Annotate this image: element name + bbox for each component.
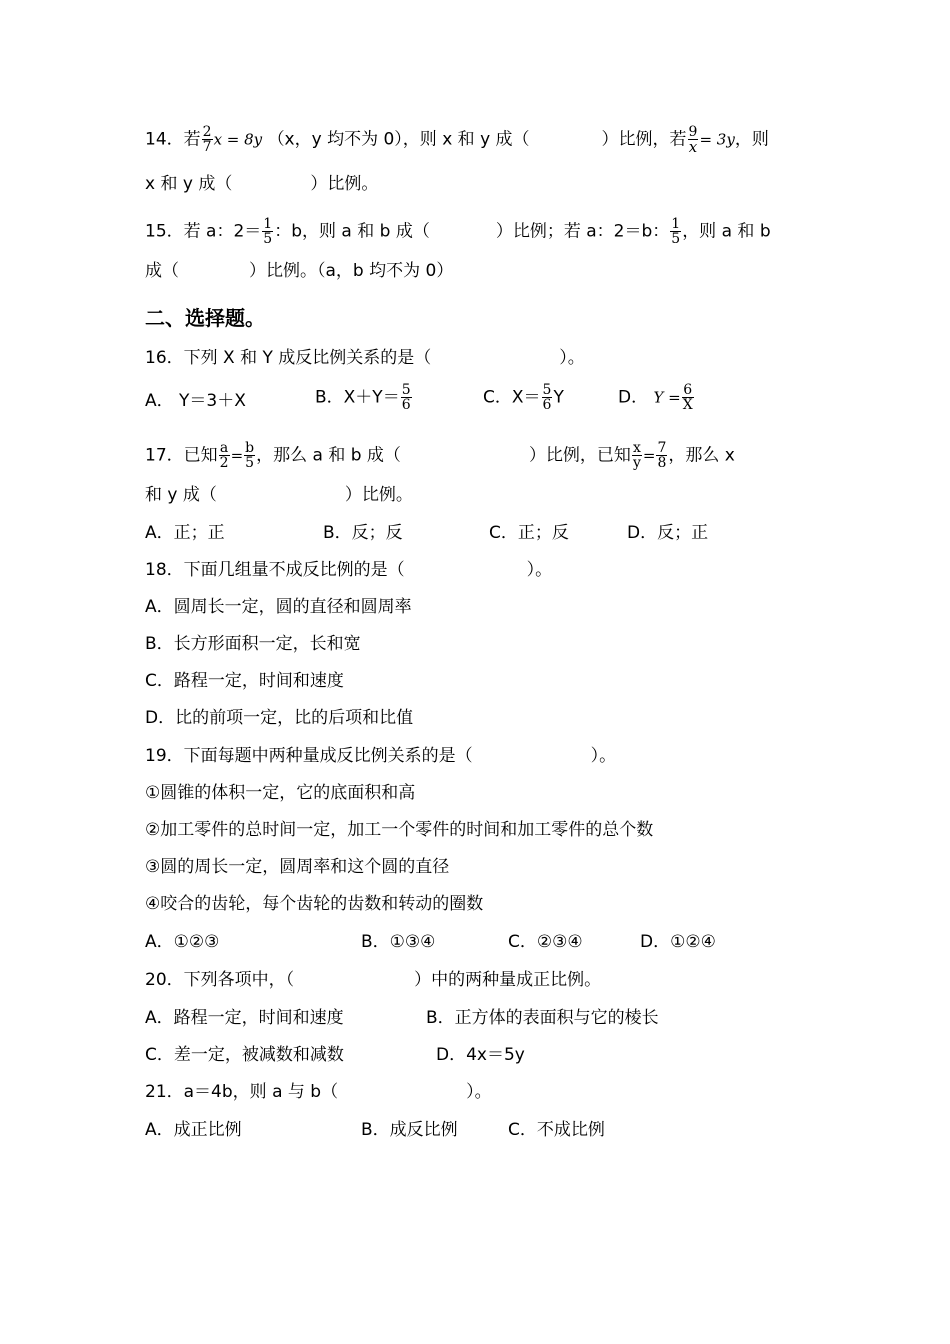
q14-line2-end: ）比例。 bbox=[310, 174, 379, 194]
q17-fraction-1 bbox=[219, 441, 230, 470]
q14-line2-start: x 和 y 成（ bbox=[145, 174, 233, 194]
q19-text: 下面每题中两种量成反比例关系的是（ bbox=[183, 746, 473, 766]
q16-text: 下列 X 和 Y 成反比例关系的是（ bbox=[183, 348, 432, 368]
q14-line2 bbox=[145, 174, 378, 194]
q17-f4-denominator: 8 bbox=[657, 455, 667, 471]
q14-fraction-1 bbox=[202, 125, 213, 154]
q17-f3-numerator: x bbox=[632, 440, 641, 456]
q16-end: ）。 bbox=[559, 348, 585, 368]
q19-statement-2: ②加工零件的总时间一定，加工一个零件的时间和加工零件的总个数 bbox=[145, 820, 654, 840]
q15-fraction-1 bbox=[262, 217, 273, 246]
q21-stem bbox=[145, 1082, 492, 1102]
q16-option-d-fraction bbox=[682, 383, 694, 412]
q17-part1: 已知 bbox=[183, 445, 218, 466]
q19-end: ）。 bbox=[590, 746, 617, 766]
q14-middle: ）比例，若 bbox=[601, 129, 687, 150]
q14-fraction-2 bbox=[688, 125, 699, 154]
q16-option-d[interactable] bbox=[618, 383, 695, 412]
section-title: 二、选择题。 bbox=[145, 306, 265, 330]
q16-option-c-fraction bbox=[542, 383, 553, 412]
q18-option-c[interactable]: C．路程一定，时间和速度 bbox=[145, 671, 344, 691]
q17-fraction-4 bbox=[656, 441, 667, 470]
q16-b-numerator: 5 bbox=[401, 382, 411, 398]
q18-number: 18． bbox=[145, 560, 184, 580]
q20-stem bbox=[145, 970, 601, 990]
q19-statement-3: ③圆的周长一定，圆周率和这个圆的直径 bbox=[145, 857, 450, 877]
q21-option-b[interactable]: B．成反比例 bbox=[361, 1120, 458, 1140]
q19-option-b[interactable]: B．①③④ bbox=[361, 932, 436, 952]
q20-option-d[interactable]: D．4x＝5y bbox=[436, 1045, 525, 1065]
q17-option-a[interactable]: A．正；正 bbox=[145, 523, 225, 543]
q20-option-c[interactable]: C．差一定，被减数和减数 bbox=[145, 1045, 344, 1065]
q14-f2-denominator: x bbox=[688, 138, 698, 156]
q15-part2: ：b，则 a 和 b 成（ bbox=[274, 221, 430, 242]
q16-number: 16． bbox=[145, 348, 184, 368]
q19-option-c[interactable]: C．②③④ bbox=[508, 932, 583, 952]
q16-option-c-prefix: C．X＝ bbox=[483, 387, 541, 408]
q19-option-a[interactable]: A．①②③ bbox=[145, 932, 220, 952]
q21-option-a[interactable]: A．成正比例 bbox=[145, 1120, 242, 1140]
q15-f1-numerator: 1 bbox=[263, 216, 273, 232]
q17-line1 bbox=[145, 441, 735, 470]
q17-option-c[interactable]: C．正；反 bbox=[489, 523, 569, 543]
q18-text: 下面几组量不成反比例的是（ bbox=[183, 560, 405, 580]
q16-d-numerator: 6 bbox=[683, 382, 693, 398]
q17-f1-numerator: a bbox=[219, 440, 229, 456]
q14-f1-numerator: 2 bbox=[202, 124, 212, 140]
q17-part3: ）比例，已知 bbox=[528, 445, 631, 466]
q21-end: ）。 bbox=[466, 1082, 492, 1102]
q14-number: 14． bbox=[145, 129, 184, 150]
q16-c-denominator: 6 bbox=[542, 397, 552, 413]
q16-option-a[interactable]: A． Y＝3＋X bbox=[145, 391, 246, 411]
q20-end: ）中的两种量成正比例。 bbox=[414, 970, 602, 990]
q17-equals-2: = bbox=[642, 446, 656, 465]
q14-line1 bbox=[145, 125, 769, 154]
q17-f1-denominator: 2 bbox=[219, 455, 229, 471]
q17-f4-numerator: 7 bbox=[657, 440, 667, 456]
q14-ruo: 若 bbox=[183, 129, 201, 150]
q19-option-d[interactable]: D．①②④ bbox=[640, 932, 716, 952]
q20-text: 下列各项中，（ bbox=[183, 970, 295, 990]
q15-line2-start: 成（ bbox=[145, 261, 179, 281]
q17-f2-numerator: b bbox=[245, 440, 255, 456]
q15-part3: ）比例；若 a：2＝b： bbox=[495, 221, 670, 242]
q17-part2: ，那么 a 和 b 成（ bbox=[256, 445, 401, 466]
q15-f2-numerator: 1 bbox=[671, 216, 681, 232]
q18-option-d[interactable]: D．比的前项一定，比的后项和比值 bbox=[145, 708, 414, 728]
q21-text: a＝4b，则 a 与 b（ bbox=[183, 1082, 339, 1102]
q20-number: 20． bbox=[145, 970, 184, 990]
q15-line2-end: ）比例。（a，b 均不为 0） bbox=[249, 261, 454, 281]
q17-option-b[interactable]: B．反；反 bbox=[323, 523, 403, 543]
q19-number: 19． bbox=[145, 746, 184, 766]
q19-stem bbox=[145, 746, 616, 766]
q14-f1-denominator: 7 bbox=[202, 139, 212, 155]
q15-fraction-2 bbox=[670, 217, 681, 246]
q15-part4: ，则 a 和 b bbox=[682, 221, 771, 242]
q17-number: 17． bbox=[145, 445, 184, 466]
q16-option-d-prefix: D． bbox=[618, 387, 649, 408]
q21-number: 21． bbox=[145, 1082, 184, 1102]
q16-b-denominator: 6 bbox=[401, 397, 411, 413]
q17-line2-start: 和 y 成（ bbox=[145, 485, 217, 505]
q19-statement-4: ④咬合的齿轮，每个齿轮的齿数和转动的圈数 bbox=[145, 894, 484, 914]
q16-option-c-suffix: Y bbox=[553, 387, 564, 408]
q16-option-c[interactable] bbox=[483, 383, 564, 412]
q17-fraction-2 bbox=[244, 441, 255, 470]
q20-option-b[interactable]: B．正方体的表面积与它的棱长 bbox=[426, 1008, 659, 1028]
q20-option-a[interactable]: A．路程一定，时间和速度 bbox=[145, 1008, 344, 1028]
q17-line2 bbox=[145, 485, 413, 505]
q18-option-b[interactable]: B．长方形面积一定，长和宽 bbox=[145, 634, 361, 654]
q14-equation-1: x = 8y bbox=[213, 130, 263, 149]
q16-option-b[interactable] bbox=[315, 383, 413, 412]
q17-equals-1: = bbox=[230, 446, 244, 465]
q17-part4: ，那么 x bbox=[668, 445, 735, 466]
q17-fraction-3 bbox=[632, 441, 642, 470]
q17-f3-denominator: y bbox=[632, 455, 641, 471]
q16-option-b-fraction bbox=[401, 383, 412, 412]
q15-number: 15． bbox=[145, 221, 184, 242]
q21-option-c[interactable]: C．不成比例 bbox=[508, 1120, 605, 1140]
q14-equation-2: = 3y bbox=[699, 130, 735, 149]
q17-line2-end: ）比例。 bbox=[344, 485, 413, 505]
q14-f2-numerator: 9 bbox=[688, 124, 698, 140]
q15-line1 bbox=[145, 217, 771, 246]
q16-c-numerator: 5 bbox=[542, 382, 552, 398]
q16-option-b-prefix: B．X＋Y＝ bbox=[315, 387, 400, 408]
q15-f2-denominator: 5 bbox=[671, 231, 681, 247]
q16-stem bbox=[145, 348, 585, 368]
q16-option-d-eq: Y = bbox=[653, 388, 681, 407]
q15-part1: 若 a：2＝ bbox=[183, 221, 262, 242]
q18-option-a[interactable]: A．圆周长一定，圆的直径和圆周率 bbox=[145, 597, 412, 617]
q14-end: ，则 bbox=[734, 129, 769, 150]
q16-d-denominator: X bbox=[682, 397, 693, 413]
q18-stem bbox=[145, 560, 552, 580]
q19-statement-1: ①圆锥的体积一定，它的底面积和高 bbox=[145, 783, 416, 803]
q15-line2 bbox=[145, 261, 453, 281]
q14-condition: （x，y 均不为 0），则 x 和 y 成（ bbox=[267, 129, 530, 150]
q17-f2-denominator: 5 bbox=[245, 455, 255, 471]
q15-f1-denominator: 5 bbox=[263, 231, 273, 247]
q18-end: ）。 bbox=[526, 560, 553, 580]
q17-option-d[interactable]: D．反；正 bbox=[627, 523, 709, 543]
